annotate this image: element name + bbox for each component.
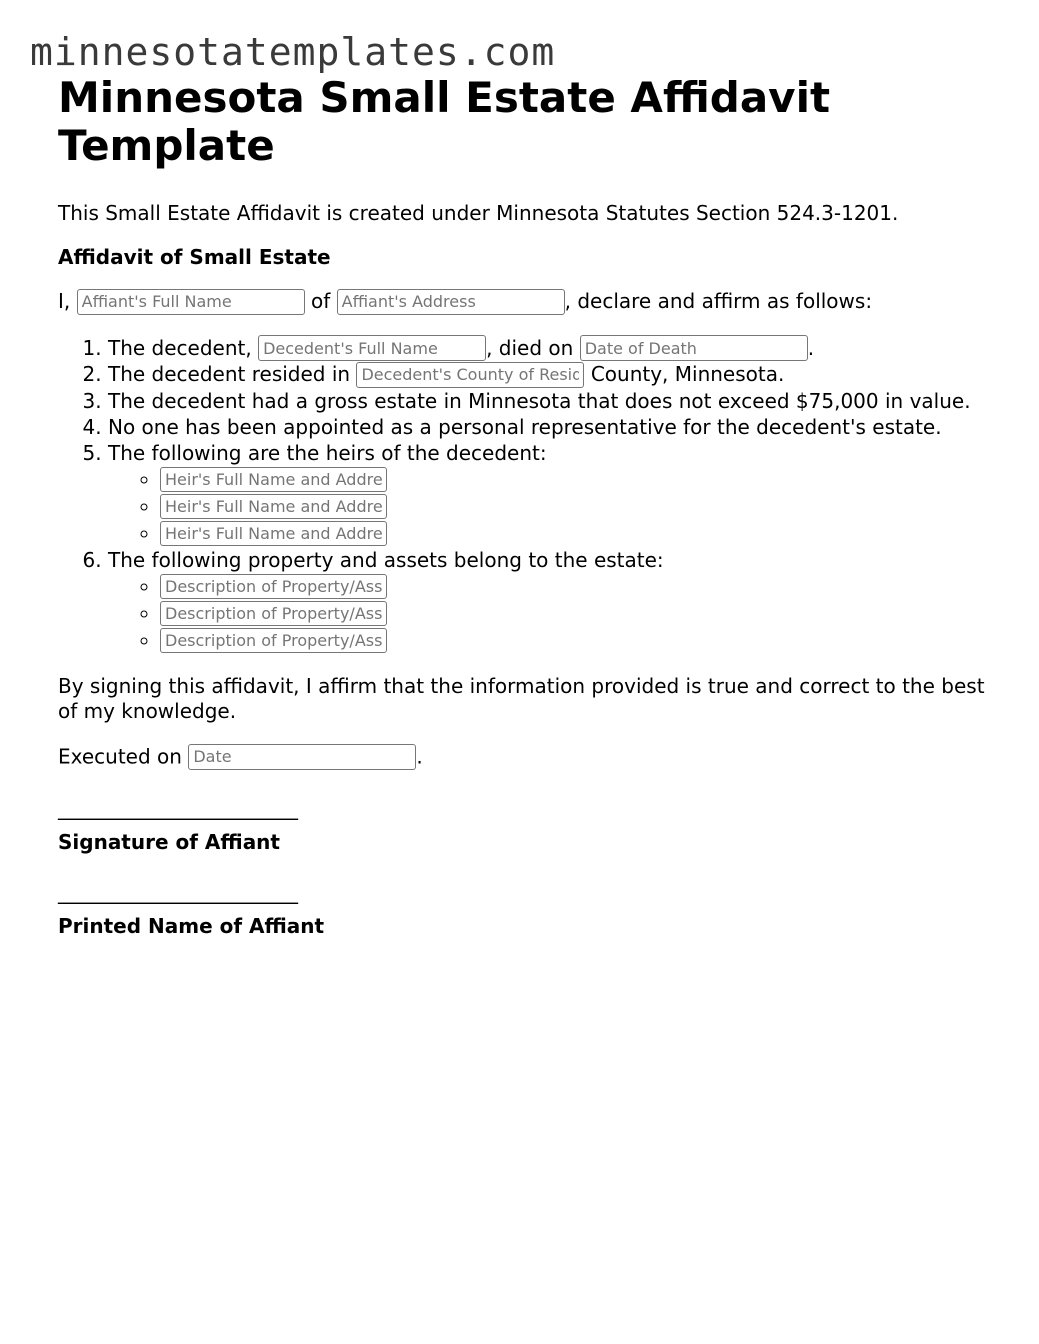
affiant-name-input[interactable]: [77, 289, 305, 315]
death-date-input[interactable]: [580, 335, 808, 361]
executed-date-input[interactable]: [188, 744, 416, 770]
item2-prefix: The decedent resided in: [108, 362, 351, 386]
declaration-suffix: , declare and affirm as follows:: [564, 289, 873, 313]
item1-prefix: The decedent,: [108, 335, 252, 360]
affiant-address-input[interactable]: [337, 289, 565, 315]
affirmation-text: By signing this affidavit, I affirm that the information provided is true and correct to the best of my knowledge.: [58, 673, 985, 723]
heir-item: [160, 520, 998, 547]
executed-line: [58, 744, 998, 770]
affidavit-document: [58, 74, 998, 938]
heirs-list: [108, 466, 998, 547]
heir-item: [160, 466, 998, 493]
property-input[interactable]: [160, 574, 387, 599]
list-item: [108, 440, 998, 547]
executed-prefix: Executed on: [58, 744, 182, 768]
executed-suffix: .: [416, 744, 423, 768]
property-item: [160, 573, 998, 600]
watermark: minnesotatemplates.com: [30, 30, 556, 74]
item1-middle: , died on: [486, 335, 574, 360]
list-item: [108, 361, 998, 388]
heir-input[interactable]: [160, 494, 387, 519]
signature-label: Signature of Affiant: [58, 829, 280, 854]
property-list: [108, 573, 998, 654]
declaration-prefix: I,: [58, 289, 71, 313]
county-input[interactable]: [356, 362, 584, 388]
heir-item: [160, 493, 998, 520]
property-input[interactable]: [160, 601, 387, 626]
item1-suffix: .: [807, 335, 815, 360]
heirs-label: The following are the heirs of the decedent:: [108, 440, 547, 465]
property-label: The following property and assets belong to the estate:: [108, 547, 664, 572]
intro-text: This Small Estate Affidavit is created under Minnesota Statutes Section 524.3-1201.: [58, 201, 899, 225]
list-item: 3. The decedent had a gross estate in Minnesota that does not exceed $75,000 in value.: [108, 388, 998, 414]
section-heading: Affidavit of Small Estate: [58, 245, 331, 269]
signature-line: ________________________: [58, 795, 298, 820]
heir-input[interactable]: [160, 467, 387, 492]
list-item: [108, 547, 998, 654]
property-item: [160, 600, 998, 627]
declaration-of: of: [310, 289, 331, 313]
page-title: Minnesota Small Estate Affidavit Template: [58, 73, 831, 170]
declaration-line: [58, 288, 998, 315]
heir-input[interactable]: [160, 521, 387, 546]
list-item: [108, 335, 998, 362]
printed-name-label: Printed Name of Affiant: [58, 913, 325, 938]
list-item: 4. No one has been appointed as a personal representative for the decedent's estate.: [108, 414, 998, 440]
printed-name-line: ________________________: [58, 879, 298, 904]
property-item: [160, 627, 998, 654]
property-input[interactable]: [160, 628, 387, 653]
item2-suffix: County, Minnesota.: [590, 362, 785, 386]
affidavit-items: [58, 335, 998, 654]
decedent-name-input[interactable]: [258, 335, 486, 361]
